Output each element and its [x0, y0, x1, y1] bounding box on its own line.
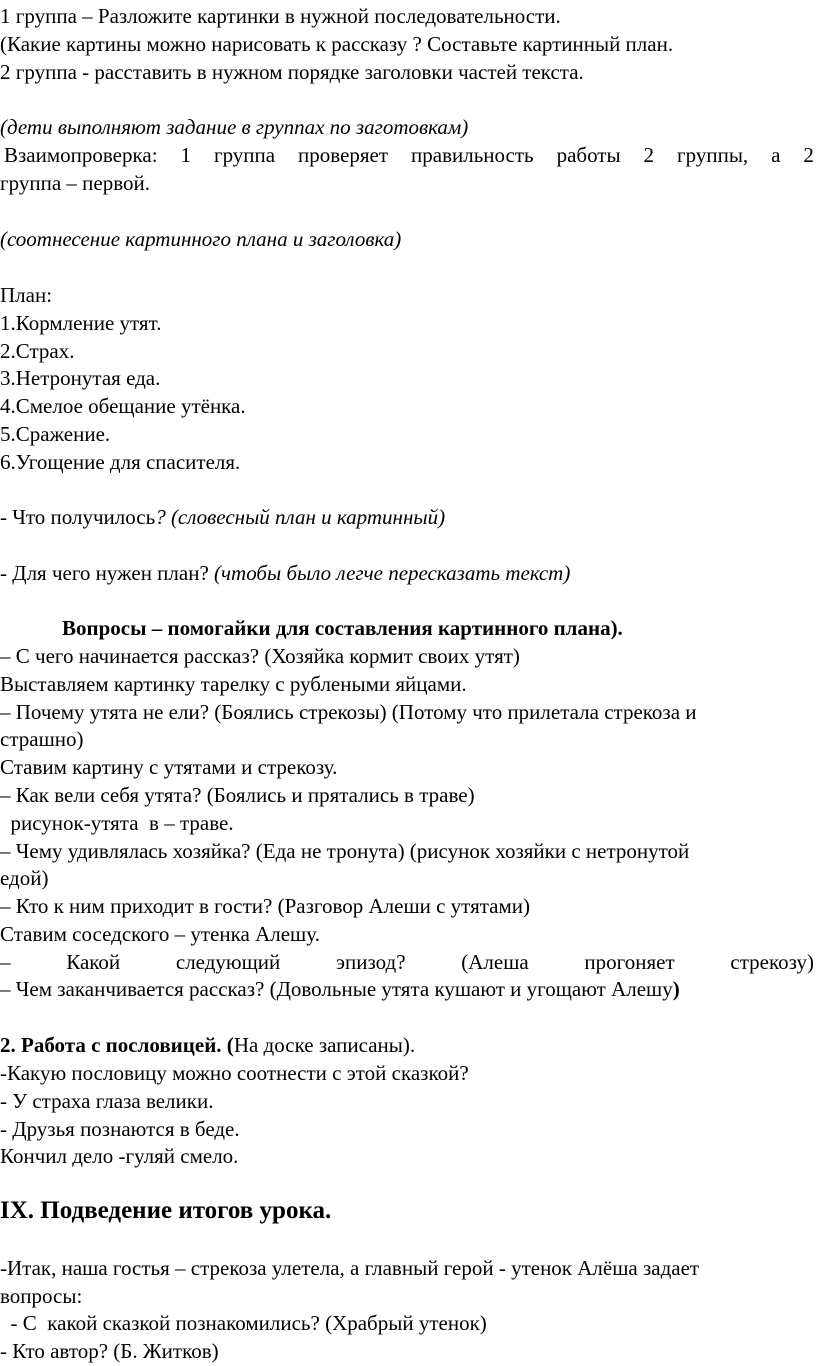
word: прогоняет: [584, 950, 675, 974]
proverb: Кончил дело -гуляй смело.: [0, 1144, 239, 1168]
text-line: 1 группа – Разложите картинки в нужной последовательности.: [0, 4, 561, 28]
question-line: [0, 503, 816, 531]
plan-item: 6.Угощение для спасителя.: [0, 450, 241, 474]
text-line: – Чему удивлялась хозяйка? (Еда не тронута) (рисунок хозяйки с нетронутой: [0, 839, 690, 863]
subsection-heading: [0, 1031, 816, 1059]
plan-item: 4.Смелое обещание утёнка.: [0, 394, 246, 418]
question-text: - Для чего нужен план?: [0, 561, 215, 585]
question-text: - Что получилось: [0, 505, 156, 529]
plan-item: 5.Сражение.: [0, 422, 111, 446]
text-line: вопросы:: [0, 1284, 83, 1308]
word: 1: [180, 143, 191, 167]
word: работы: [556, 143, 621, 167]
subsection-note: На доске записаны).: [233, 1033, 416, 1057]
word: (Алеша: [461, 950, 529, 974]
text-span: – Чем заканчивается рассказ? (Довольные утята кушают и угощают Алешу: [0, 977, 673, 1001]
subsection-title: 2. Работа с пословицей. (: [0, 1033, 234, 1057]
text-line: (Какие картины можно нарисовать к рассказу ? Составьте картинный план.: [0, 32, 674, 56]
justified-line: [4, 141, 814, 169]
question-answer: (чтобы было легче пересказать текст): [214, 561, 571, 585]
word: Какой: [66, 950, 121, 974]
italic-note: (соотнесение картинного плана и заголовка): [0, 227, 402, 251]
plan-item: 3.Нетронутая еда.: [0, 366, 161, 390]
word: –: [0, 950, 11, 974]
text-line: Ставим соседского – утенка Алешу.: [0, 922, 320, 946]
text-line: рисунок-утята в – траве.: [0, 811, 234, 835]
text-line: – Почему утята не ели? (Боялись стрекозы) (Потому что прилетала стрекоза и: [0, 700, 697, 724]
text-line: Выставляем картинку тарелку с рублеными яйцами.: [0, 672, 467, 696]
text-line: [0, 975, 816, 1003]
proverb: - Друзья познаются в беде.: [0, 1117, 240, 1141]
text-line: -Итак, наша гостья – стрекоза улетела, а главный герой - утенок Алёша задает: [0, 1256, 700, 1280]
closing-paren: ): [672, 977, 680, 1001]
word: стрекозу): [730, 950, 814, 974]
plan-title: План:: [0, 283, 53, 307]
text-line: – С чего начинается рассказ? (Хозяйка кормит своих утят): [0, 644, 520, 668]
text-line: едой): [0, 866, 49, 890]
word: группы,: [677, 143, 749, 167]
proverb: - У страха глаза велики.: [0, 1089, 214, 1113]
section-title: IX. Подведение итогов урока.: [0, 1197, 332, 1224]
plan-item: 2.Страх.: [0, 339, 75, 363]
justified-line: [0, 948, 814, 976]
text-line: - С какой сказкой познакомились? (Храбрый утенок): [0, 1311, 487, 1335]
word: группа: [213, 143, 276, 167]
text-line: 2 группа - расставить в нужном порядке заголовки частей текста.: [0, 60, 584, 84]
word: следующий: [175, 950, 281, 974]
word: 2: [803, 143, 814, 167]
plan-item: 1.Кормление утят.: [0, 311, 162, 335]
text-line: группа – первой.: [0, 171, 150, 195]
question-answer: ? (словесный план и картинный): [155, 505, 446, 529]
italic-note: (дети выполняют задание в группах по заготовкам): [0, 115, 469, 139]
text-line: Ставим картину с утятами и стрекозу.: [0, 755, 338, 779]
word: правильность: [411, 143, 534, 167]
text-line: – Кто к ним приходит в гости? (Разговор Алеши с утятами): [0, 894, 531, 918]
question-line: [0, 559, 816, 587]
word: а: [771, 143, 781, 167]
section-heading: Вопросы – помогайки для составления картинного плана).: [62, 616, 623, 640]
word: эпизод?: [335, 950, 406, 974]
text-line: страшно): [0, 727, 84, 751]
word: 2: [643, 143, 655, 167]
text-line: - Кто автор? (Б. Житков): [0, 1339, 219, 1363]
text-line: -Какую пословицу можно соотнести с этой сказкой?: [0, 1061, 469, 1085]
word: проверяет: [298, 143, 389, 167]
text-line: – Как вели себя утята? (Боялись и прятались в траве): [0, 783, 475, 807]
word: Взаимопроверка:: [4, 143, 158, 167]
